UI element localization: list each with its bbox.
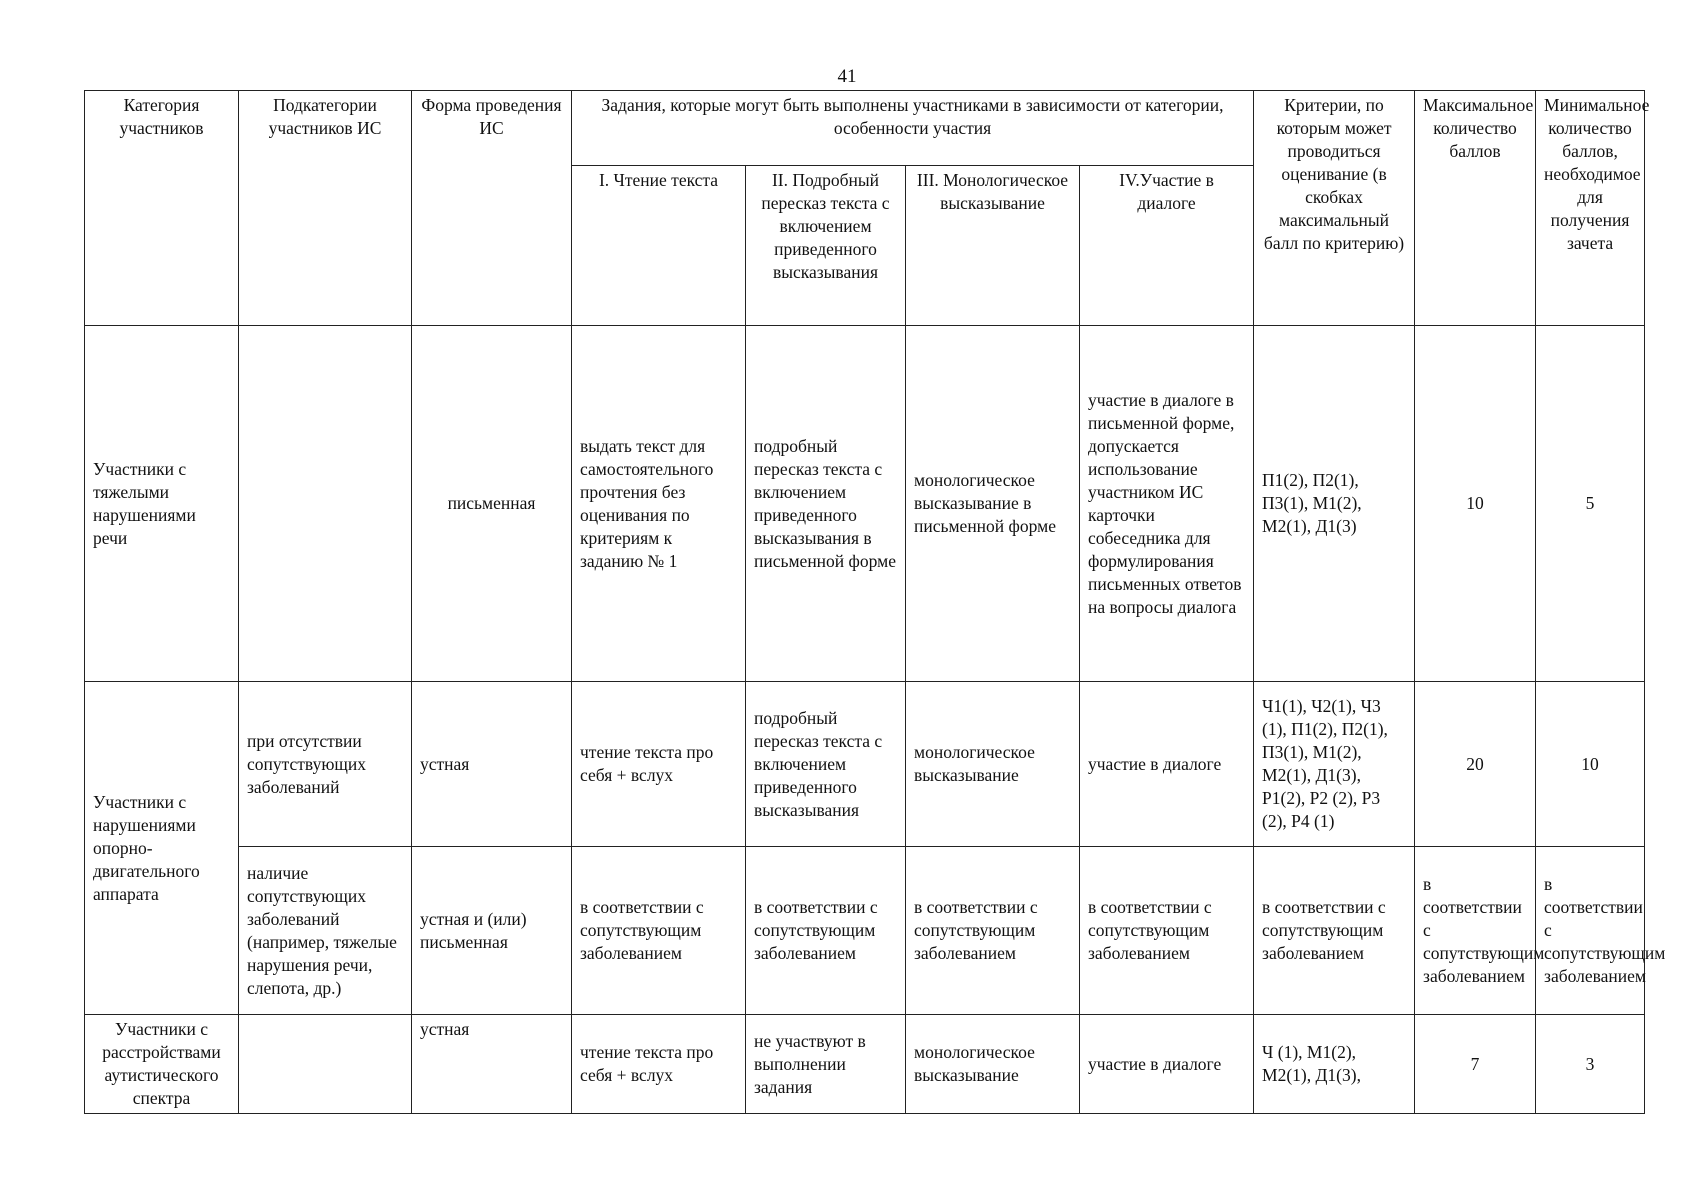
header-task1: I. Чтение текста: [572, 166, 746, 326]
cell-subcategory: [239, 326, 412, 682]
cell-task3: монологическое высказывание: [906, 1015, 1080, 1114]
header-criteria: Критерии, по которым может проводиться оценивание (в скобках максимальный балл по критерию): [1254, 91, 1415, 326]
cell-task3: монологическое высказывание в письменной форме: [906, 326, 1080, 682]
cell-category: Участники с нарушениями опорно-двигательного аппарата: [85, 682, 239, 1015]
table-row: [85, 326, 1645, 682]
header-subcategory: Подкатегории участников ИС: [239, 91, 412, 326]
cell-criteria: П1(2), П2(1), П3(1), М1(2), М2(1), Д1(3): [1254, 326, 1415, 682]
header-category: Категория участников: [85, 91, 239, 326]
cell-max-score: 20: [1415, 682, 1536, 847]
table-row: [85, 682, 1645, 847]
header-row: [85, 91, 1645, 166]
cell-task1: выдать текст для самостоятельного прочтения без оценивания по критериям к заданию № 1: [572, 326, 746, 682]
cell-criteria: в соответствии с сопутствующим заболеванием: [1254, 847, 1415, 1015]
cell-task1: в соответствии с сопутствующим заболеванием: [572, 847, 746, 1015]
cell-task3: в соответствии с сопутствующим заболеванием: [906, 847, 1080, 1015]
cell-min-score: 3: [1536, 1015, 1645, 1114]
cell-min-score: 10: [1536, 682, 1645, 847]
cell-criteria: Ч (1), М1(2), М2(1), Д1(3),: [1254, 1015, 1415, 1114]
cell-task1: чтение текста про себя + вслух: [572, 1015, 746, 1114]
cell-form: устная: [412, 1015, 572, 1114]
cell-subcategory: наличие сопутствующих заболеваний (например, тяжелые нарушения речи, слепота, др.): [239, 847, 412, 1015]
header-form: Форма проведения ИС: [412, 91, 572, 326]
cell-min-score: 5: [1536, 326, 1645, 682]
page-number: 41: [837, 66, 857, 87]
cell-max-score: 10: [1415, 326, 1536, 682]
cell-task4: в соответствии с сопутствующим заболеванием: [1080, 847, 1254, 1015]
table-row: [85, 847, 1645, 1015]
cell-form: устная и (или) письменная: [412, 847, 572, 1015]
cell-subcategory: [239, 1015, 412, 1114]
table-row: [85, 1015, 1645, 1114]
cell-task2: не участвуют в выполнении задания: [746, 1015, 906, 1114]
header-task3: III. Монологическое высказывание: [906, 166, 1080, 326]
cell-category: Участники с тяжелыми нарушениями речи: [85, 326, 239, 682]
requirements-table: [84, 90, 1666, 1114]
cell-task1: чтение текста про себя + вслух: [572, 682, 746, 847]
cell-form: письменная: [412, 326, 572, 682]
cell-subcategory: при отсутствии сопутствующих заболеваний: [239, 682, 412, 847]
cell-form: устная: [412, 682, 572, 847]
cell-task4: участие в диалоге в письменной форме, допускается использование участником ИС карточки собеседника для формулирования письменных ответов на вопросы диалога: [1080, 326, 1254, 682]
header-task2: II. Подробный пересказ текста с включением приведенного высказывания: [746, 166, 906, 326]
cell-task2: подробный пересказ текста с включением приведенного высказывания в письменной форме: [746, 326, 906, 682]
header-tasks-group: Задания, которые могут быть выполнены участниками в зависимости от категории, особенности участия: [572, 91, 1254, 166]
cell-task2: подробный пересказ текста с включением приведенного высказывания: [746, 682, 906, 847]
header-max-score: Максимальное количество баллов: [1415, 91, 1536, 326]
cell-criteria: Ч1(1), Ч2(1), Ч3 (1), П1(2), П2(1), П3(1), М1(2), М2(1), Д1(3), Р1(2), Р2 (2), Р3 (2), Р4 (1): [1254, 682, 1415, 847]
cell-task4: участие в диалоге: [1080, 682, 1254, 847]
header-min-score: Минимальное количество баллов, необходимое для получения зачета: [1536, 91, 1645, 326]
header-task4: IV.Участие в диалоге: [1080, 166, 1254, 326]
cell-max-score: в соответствии с сопутствующим заболеванием: [1415, 847, 1536, 1015]
cell-category: Участники с расстройствами аутистического спектра: [85, 1015, 239, 1114]
cell-task3: монологическое высказывание: [906, 682, 1080, 847]
cell-min-score: в соответствии с сопутствующим заболеванием: [1536, 847, 1645, 1015]
cell-task4: участие в диалоге: [1080, 1015, 1254, 1114]
cell-task2: в соответствии с сопутствующим заболеванием: [746, 847, 906, 1015]
cell-max-score: 7: [1415, 1015, 1536, 1114]
